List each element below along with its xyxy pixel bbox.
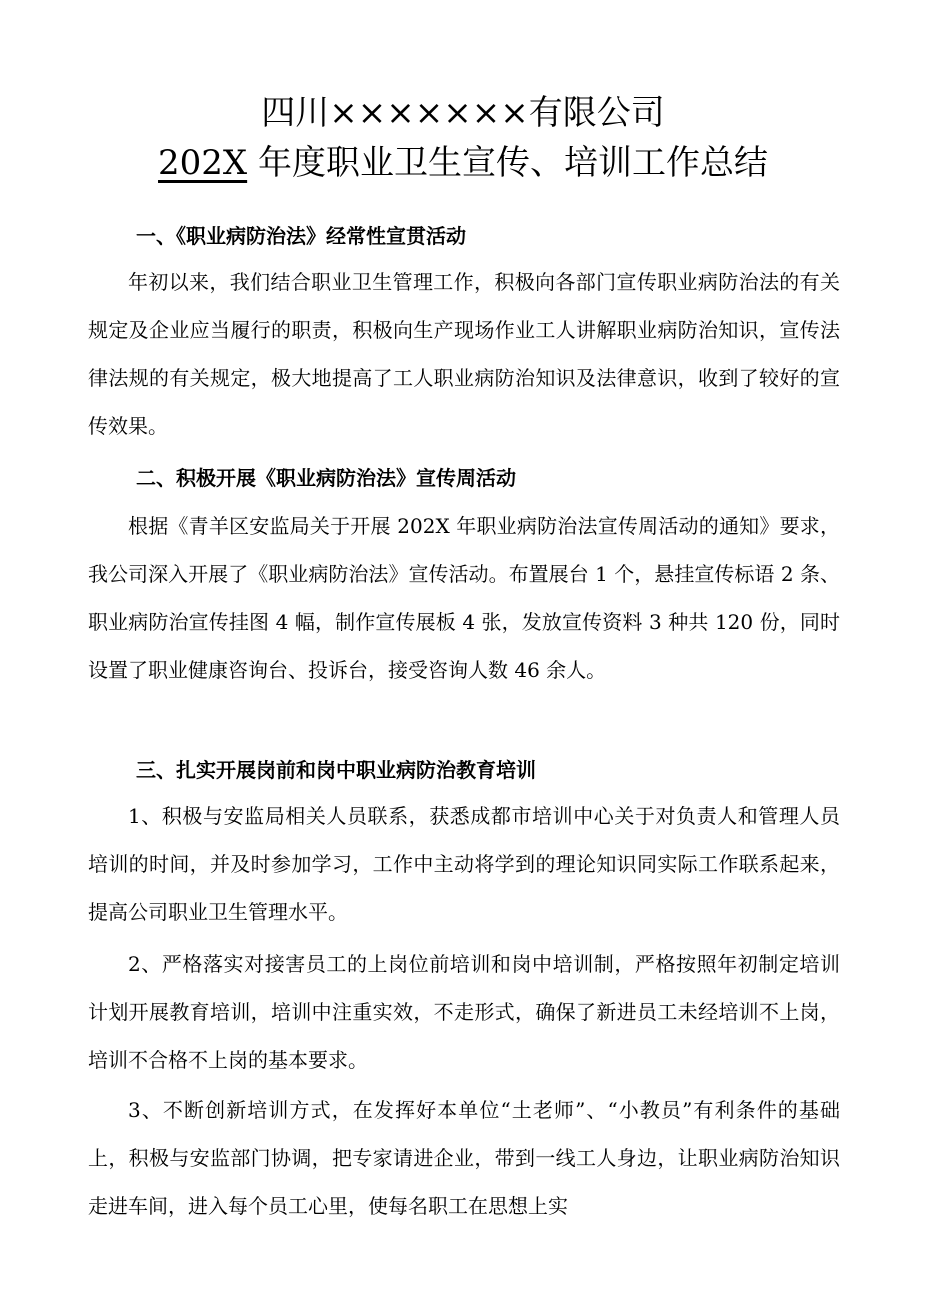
section-heading-2: 二、积极开展《职业病防治法》宣传周活动 <box>136 466 516 490</box>
section-2-paragraph-1: 根据《青羊区安监局关于开展 202X 年职业病防治法宣传周活动的通知》要求，我公司深入开展了《职业病防治法》宣传活动。布置展台 1 个，悬挂宣传标语 2 条、职业病防治宣传挂图 4 幅，制作宣传展板 4 张，发放宣传资料 3 种共 120 份，同时设置了职业健康咨询台、投诉台，接受咨询人数 46 余人。 <box>88 514 840 682</box>
section-heading-1: 一、《职业病防治法》经常性宣贯活动 <box>136 224 466 248</box>
document-title-subject <box>0 142 926 184</box>
document-title-text: 年度职业卫生宣传、培训工作总结 <box>247 143 768 183</box>
section-3-paragraph-2: 2、严格落实对接害员工的上岗位前培训和岗中培训制，严格按照年初制定培训计划开展教育培训，培训中注重实效，不走形式，确保了新进员工未经培训不上岗，培训不合格不上岗的基本要求。 <box>88 952 840 1072</box>
section-1-paragraph-1: 年初以来，我们结合职业卫生管理工作，积极向各部门宣传职业病防治法的有关规定及企业应当履行的职责，积极向生产现场作业工人讲解职业病防治知识，宣传法律法规的有关规定，极大地提高了工人职业病防治知识及法律意识，收到了较好的宣传效果。 <box>88 270 840 438</box>
section-3-paragraph-3: 3、不断创新培训方式，在发挥好本单位“土老师”、“小教员”有利条件的基础上，积极与安监部门协调，把专家请进企业，带到一线工人身边，让职业病防治知识走进车间，进入每个员工心里，使每名职工在思想上实 <box>88 1098 840 1218</box>
section-heading-3: 三、扎实开展岗前和岗中职业病防治教育培训 <box>136 758 536 782</box>
document-title-year: 202X <box>158 143 248 183</box>
document-title-company: 四川×××××××有限公司 <box>261 93 665 133</box>
section-3-paragraph-1: 1、积极与安监局相关人员联系，获悉成都市培训中心关于对负责人和管理人员培训的时间，并及时参加学习，工作中主动将学到的理论知识同实际工作联系起来，提高公司职业卫生管理水平。 <box>88 804 840 924</box>
